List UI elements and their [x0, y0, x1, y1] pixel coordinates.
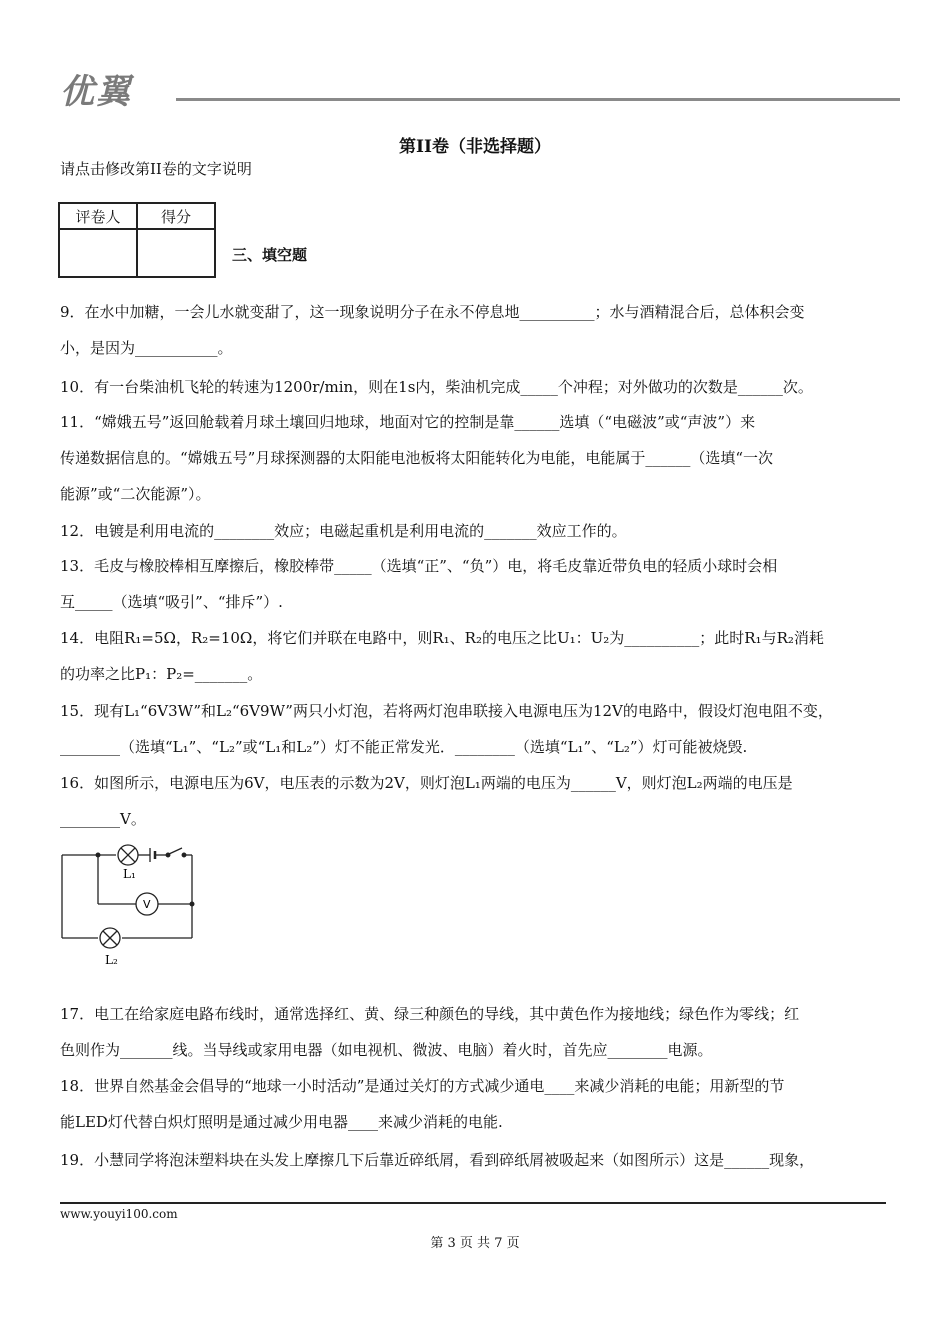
question-line: 能源”或“二次能源”）。 — [60, 485, 211, 503]
question-19 — [60, 1142, 892, 1178]
question-16 — [60, 765, 892, 837]
question-line: 小，是因为___________。 — [60, 339, 233, 357]
junction-dot — [96, 853, 101, 858]
question-line: 18．世界自然基金会倡导的“地球一小时活动”是通过关灯的方式减少通电____来减少消耗的电能；用新型的节 — [60, 1077, 785, 1095]
question-line: 17．电工在给家庭电路布线时，通常选择红、黄、绿三种颜色的导线，其中黄色作为接地线；绿色作为零线；红 — [60, 1005, 800, 1023]
question-line: 13．毛皮与橡胶棒相互摩擦后，橡胶棒带_____（选填“正”、“负”）电，将毛皮靠近带负电的轻质小球时会相 — [60, 557, 778, 575]
score-table-score-cell — [137, 229, 215, 277]
score-table-reviewer-cell — [59, 229, 137, 277]
label-l1: L₁ — [123, 867, 136, 881]
question-line: ________（选填“L₁”、“L₂”或“L₁和L₂”）灯不能正常发光．________（选填“L₁”、“L₂”）灯可能被烧毁. — [60, 738, 748, 756]
question-13 — [60, 548, 892, 620]
question-9 — [60, 294, 892, 366]
question-11 — [60, 404, 892, 512]
section-description[interactable]: 请点击修改第II卷的文字说明 — [60, 160, 252, 178]
label-l2: L₂ — [105, 953, 118, 967]
question-line: 16．如图所示，电源电压为6V，电压表的示数为2V，则灯泡L₁两端的电压为______V，则灯泡L₂两端的电压是 — [60, 774, 793, 792]
circuit-diagram — [52, 840, 212, 970]
question-line: 14．电阻R₁=5Ω，R₂=10Ω，将它们并联在电路中，则R₁、R₂的电压之比U₁：U₂为__________；此时R₁与R₂消耗 — [60, 629, 824, 647]
junction-dot — [190, 902, 195, 907]
question-line: 的功率之比P₁：P₂=_______。 — [60, 665, 263, 683]
footer-rule — [60, 1202, 886, 1204]
question-18 — [60, 1068, 892, 1140]
section-title: 第II卷（非选择题） — [399, 137, 551, 157]
question-line: 色则作为_______线。当导线或家用电器（如电视机、微波、电脑）着火时，首先应________电源。 — [60, 1041, 713, 1059]
question-line: 9．在水中加糖，一会儿水就变甜了，这一现象说明分子在永不停息地__________；水与酒精混合后，总体积会变 — [60, 303, 805, 321]
header-rule — [176, 98, 900, 101]
question-line: 19．小慧同学将泡沫塑料块在头发上摩擦几下后靠近碎纸屑，看到碎纸屑被吸起来（如图所示）这是______现象， — [60, 1151, 815, 1169]
score-table — [58, 202, 216, 278]
question-line: 15．现有L₁“6V3W”和L₂“6V9W”两只小灯泡，若将两灯泡串联接入电源电压为12V的电路中，假设灯泡电阻不变， — [60, 702, 833, 720]
question-line: 传递数据信息的。“嫦娥五号”月球探测器的太阳能电池板将太阳能转化为电能，电能属于______（选填“一次 — [60, 449, 774, 467]
question-line: 12．电镀是利用电流的________效应；电磁起重机是利用电流的_______效应工作的。 — [60, 522, 627, 540]
logo: 优翼 — [60, 72, 132, 112]
question-15 — [60, 693, 892, 765]
question-line: 互_____（选填“吸引”、“排斥”）. — [60, 593, 283, 611]
question-17 — [60, 996, 892, 1068]
part-title: 三、填空题 — [232, 246, 308, 264]
label-v: V — [143, 898, 151, 911]
question-line: 10．有一台柴油机飞轮的转速为1200r/min，则在1s内，柴油机完成_____个冲程；对外做功的次数是______次。 — [60, 378, 813, 396]
question-line: ________V。 — [60, 810, 146, 828]
footer-url[interactable]: www.youyi100.com — [60, 1207, 178, 1221]
question-12 — [60, 513, 892, 549]
score-table-score-header: 得分 — [137, 203, 215, 229]
page-number: 第 3 页 共 7 页 — [430, 1236, 520, 1251]
question-10 — [60, 369, 892, 405]
question-line: 11．“嫦娥五号”返回舱载着月球土壤回归地球，地面对它的控制是靠______选填（“电磁波”或“声波”）来 — [60, 413, 756, 431]
question-line: 能LED灯代替白炽灯照明是通过减少用电器____来减少消耗的电能. — [60, 1113, 503, 1131]
question-14 — [60, 620, 892, 692]
score-table-reviewer-header: 评卷人 — [59, 203, 137, 229]
